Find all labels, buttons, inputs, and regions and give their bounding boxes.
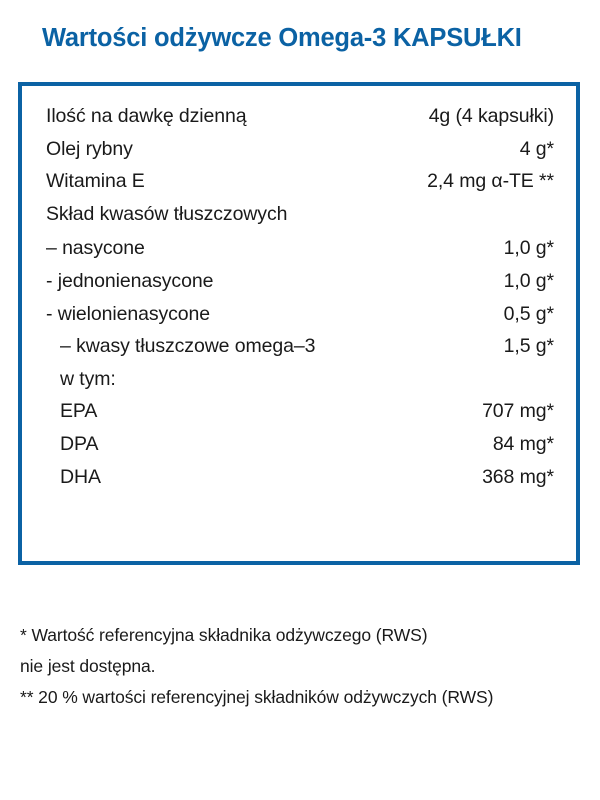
row-label: – nasycone bbox=[46, 237, 145, 260]
row-label: w tym: bbox=[60, 367, 116, 390]
row-label: EPA bbox=[60, 400, 98, 423]
row-label: – kwasy tłuszczowe omega–3 bbox=[60, 335, 316, 358]
row-value: 1,5 g* bbox=[503, 335, 554, 358]
row-label: Witamina E bbox=[46, 170, 145, 193]
nutrition-facts-box bbox=[18, 82, 580, 565]
row-value: 1,0 g* bbox=[503, 237, 554, 260]
table-row bbox=[22, 265, 576, 298]
row-label: - wielonienasycone bbox=[46, 302, 211, 325]
table-row bbox=[22, 395, 576, 428]
table-row bbox=[22, 363, 576, 396]
row-label: - jednonienasycone bbox=[46, 269, 214, 292]
footnotes bbox=[20, 620, 580, 713]
row-value: 4 g* bbox=[519, 137, 554, 160]
page-title: Wartości odżywcze Omega-3 KAPSUŁKI bbox=[42, 24, 522, 52]
row-label: DPA bbox=[60, 432, 99, 455]
row-label: Skład kwasów tłuszczowych bbox=[46, 202, 288, 225]
row-label: Ilość na dawkę dzienną bbox=[46, 105, 247, 127]
table-row bbox=[22, 165, 576, 198]
row-label: Olej rybny bbox=[46, 137, 133, 160]
row-value: 4g (4 kapsułki) bbox=[428, 105, 554, 127]
row-value: 707 mg* bbox=[482, 400, 554, 423]
table-row bbox=[22, 100, 576, 133]
row-value: 1,0 g* bbox=[503, 269, 554, 292]
nutrition-row-list bbox=[22, 100, 576, 493]
footnote-line: * Wartość referencyjna składnika odżywczego (RWS) bbox=[20, 625, 428, 645]
table-row bbox=[22, 198, 576, 231]
row-value: 0,5 g* bbox=[503, 302, 554, 325]
row-value: 2,4 mg α-TE ** bbox=[427, 170, 554, 193]
table-row bbox=[22, 428, 576, 461]
footnote-line: ** 20 % wartości referencyjnej składników odżywczych (RWS) bbox=[20, 687, 494, 707]
table-row bbox=[22, 330, 576, 363]
row-value: 84 mg* bbox=[492, 432, 554, 455]
row-value: 368 mg* bbox=[482, 465, 554, 488]
table-row bbox=[22, 461, 576, 494]
row-label: DHA bbox=[60, 465, 101, 488]
table-row bbox=[22, 133, 576, 166]
table-row bbox=[22, 232, 576, 265]
table-row bbox=[22, 298, 576, 331]
footnote-line: nie jest dostępna. bbox=[20, 656, 156, 676]
